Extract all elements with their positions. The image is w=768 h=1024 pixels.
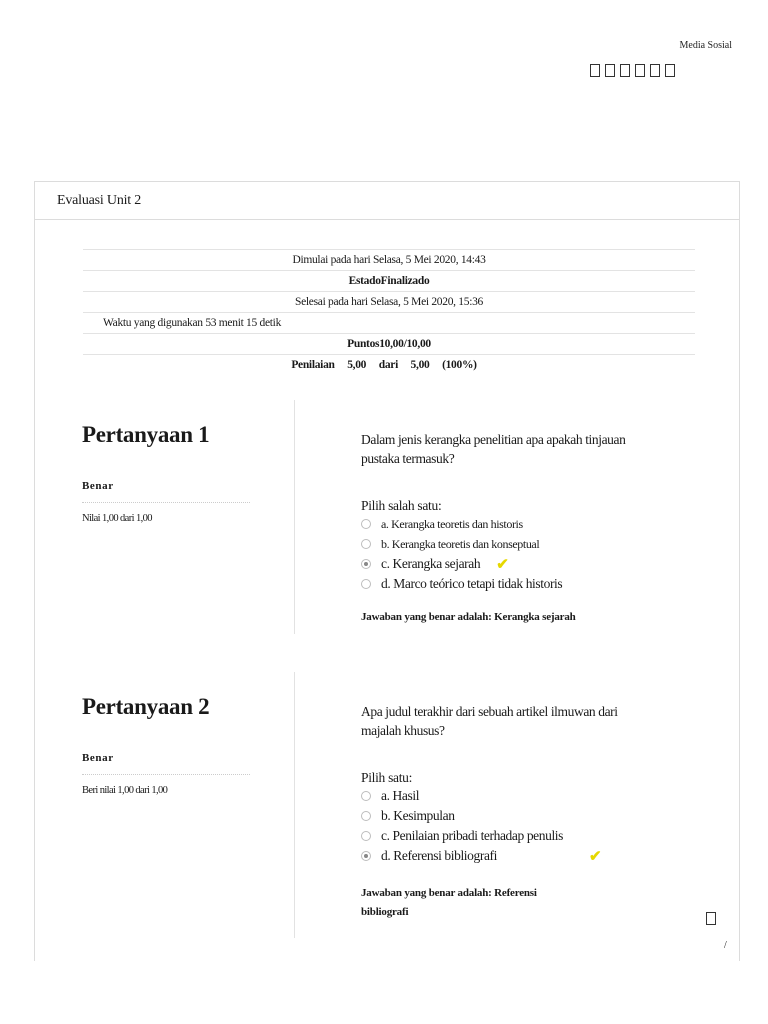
grade-max: 5,00 (410, 359, 430, 371)
divider (82, 774, 250, 775)
option-label: d. Referensi bibliografi (381, 848, 497, 863)
option-label: b. Kesimpulan (381, 808, 455, 823)
radio-selected-icon[interactable] (361, 559, 371, 569)
question-score: Nilai 1,00 dari 1,00 (82, 513, 152, 524)
option-label: a. Kerangka teoretis dan historis (381, 516, 523, 531)
question-score: Beri nilai 1,00 dari 1,00 (82, 785, 168, 796)
question-text: Apa judul terakhir dari sebuah artikel ilmuwan dari majalah khusus? (361, 704, 618, 738)
check-icon: ✔ (589, 848, 602, 865)
option-label: c. Kerangka sejarah (381, 556, 481, 571)
twitter-icon[interactable] (605, 64, 615, 77)
question-prompt: Pilih satu: (361, 770, 413, 785)
check-icon: ✔ (496, 556, 509, 573)
attempt-summary-table (83, 249, 695, 375)
option-label: d. Marco teórico tetapi tidak historis (381, 576, 563, 591)
time-taken: Waktu yang digunakan 53 menit 15 detik (83, 313, 695, 334)
question-title: Pertanyaan 2 (82, 694, 210, 719)
correct-answer: Jawaban yang benar adalah: Referensi bibliografi (361, 887, 537, 918)
divider (82, 502, 250, 503)
radio-icon[interactable] (361, 519, 371, 529)
linkedin-icon[interactable] (650, 64, 660, 77)
footer-slash: / (724, 940, 727, 951)
option-d[interactable] (361, 846, 641, 866)
grade-value: 5,00 (347, 359, 367, 371)
radio-icon[interactable] (361, 579, 371, 589)
grade-label: Penilaian (291, 359, 335, 371)
social-icons (590, 64, 675, 77)
youtube-icon[interactable] (635, 64, 645, 77)
option-c[interactable] (361, 554, 641, 574)
divider-vertical (294, 400, 295, 634)
scroll-top-icon[interactable] (706, 912, 716, 925)
option-c[interactable] (361, 826, 641, 846)
grade (83, 355, 695, 376)
divider-vertical (294, 672, 295, 938)
question-status: Benar (82, 480, 114, 492)
social-media-title: Media Sosial (679, 40, 732, 51)
radio-selected-icon[interactable] (361, 851, 371, 861)
instagram-icon[interactable] (620, 64, 630, 77)
option-b[interactable] (361, 806, 641, 826)
option-label: b. Kerangka teoretis dan konseptual (381, 536, 540, 551)
started-on: Dimulai pada hari Selasa, 5 Mei 2020, 14:43 (83, 250, 695, 271)
option-a[interactable] (361, 786, 641, 806)
state: EstadoFinalizado (83, 271, 695, 292)
facebook-icon[interactable] (590, 64, 600, 77)
grade-percent: (100%) (442, 359, 477, 371)
question-status: Benar (82, 752, 114, 764)
radio-icon[interactable] (361, 811, 371, 821)
completed-on: Selesai pada hari Selasa, 5 Mei 2020, 15:36 (83, 292, 695, 313)
option-label: c. Penilaian pribadi terhadap penulis (381, 828, 564, 843)
option-label: a. Hasil (381, 788, 420, 803)
points: Puntos10,00/10,00 (83, 334, 695, 355)
radio-icon[interactable] (361, 831, 371, 841)
whatsapp-icon[interactable] (665, 64, 675, 77)
question-prompt: Pilih salah satu: (361, 498, 442, 513)
option-d[interactable] (361, 574, 641, 594)
card-title: Evaluasi Unit 2 (35, 182, 739, 220)
question-title: Pertanyaan 1 (82, 422, 210, 447)
option-b[interactable] (361, 534, 641, 554)
radio-icon[interactable] (361, 791, 371, 801)
radio-icon[interactable] (361, 539, 371, 549)
correct-answer: Jawaban yang benar adalah: Kerangka sejarah (361, 611, 576, 623)
question-text: Dalam jenis kerangka penelitian apa apakah tinjauan pustaka termasuk? (361, 432, 626, 466)
grade-of: dari (378, 359, 398, 371)
option-a[interactable] (361, 514, 641, 534)
